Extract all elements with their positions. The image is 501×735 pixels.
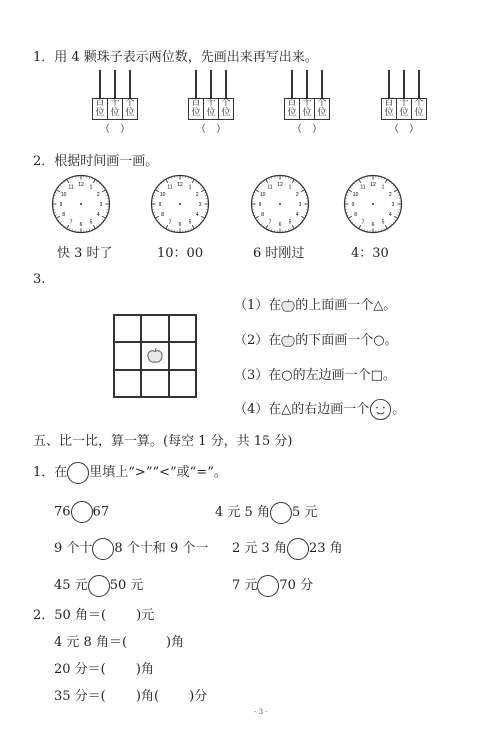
compare-circle[interactable] bbox=[92, 538, 114, 560]
apple-icon bbox=[147, 348, 163, 363]
clock-face-3[interactable] bbox=[250, 174, 310, 234]
compare-intro: 1．在 里填上“>”“<”或“=”。 bbox=[33, 461, 227, 484]
svg-text:5: 5 bbox=[89, 219, 93, 226]
svg-text:3: 3 bbox=[391, 202, 395, 208]
compare-circle[interactable] bbox=[257, 575, 279, 597]
place-tens: 十位 bbox=[397, 99, 412, 119]
position-grid[interactable] bbox=[113, 314, 197, 398]
place-ones: 个位 bbox=[414, 98, 424, 118]
svg-text:4: 4 bbox=[388, 212, 392, 218]
compare-circle[interactable] bbox=[71, 501, 93, 523]
abacus-3[interactable] bbox=[284, 70, 330, 135]
svg-text:2: 2 bbox=[295, 192, 299, 198]
svg-text:1: 1 bbox=[288, 184, 292, 191]
answer-blank[interactable]: （ ） bbox=[389, 124, 419, 135]
svg-text:11: 11 bbox=[360, 184, 366, 191]
svg-text:12: 12 bbox=[78, 182, 84, 188]
compare-right-1: 4 元 5 角 5 元 bbox=[215, 501, 317, 524]
svg-text:5: 5 bbox=[188, 219, 192, 226]
svg-text:11: 11 bbox=[167, 184, 173, 191]
svg-text:3: 3 bbox=[298, 202, 302, 208]
apple-icon bbox=[281, 299, 295, 312]
svg-text:11: 11 bbox=[68, 184, 74, 191]
svg-text:8: 8 bbox=[62, 212, 66, 218]
svg-text:7: 7 bbox=[268, 219, 272, 226]
svg-text:6: 6 bbox=[278, 222, 282, 228]
svg-text:2: 2 bbox=[96, 192, 100, 198]
q1-title: 1．用 4 颗珠子表示两位数，先画出来再写出来。 bbox=[33, 50, 318, 65]
apple-icon bbox=[281, 334, 295, 347]
svg-text:7: 7 bbox=[361, 219, 365, 226]
answer-blank[interactable]: （ ） bbox=[100, 124, 130, 135]
svg-text:9: 9 bbox=[59, 202, 63, 208]
svg-text:12: 12 bbox=[277, 182, 283, 188]
svg-text:2: 2 bbox=[388, 192, 392, 198]
clock-label-1: 快 3 时了 bbox=[57, 246, 113, 261]
convert-line-3[interactable]: 20 分＝( )角 bbox=[54, 662, 154, 677]
convert-line-2[interactable]: 4 元 8 角＝( )角 bbox=[54, 635, 185, 650]
abacus-1[interactable] bbox=[92, 70, 138, 135]
place-hundreds: 百位 bbox=[93, 99, 108, 119]
svg-text:4: 4 bbox=[295, 212, 299, 218]
answer-blank[interactable]: （ ） bbox=[196, 124, 226, 135]
clock-face-4[interactable] bbox=[343, 174, 403, 234]
svg-text:12: 12 bbox=[177, 182, 183, 188]
q2-title: 2．根据时间画一画。 bbox=[33, 154, 159, 169]
svg-text:9: 9 bbox=[158, 202, 162, 208]
svg-text:10: 10 bbox=[159, 192, 166, 198]
svg-text:2: 2 bbox=[195, 192, 199, 198]
compare-right-2: 2 元 3 角 23 角 bbox=[232, 537, 343, 560]
compare-left-3: 45 元 50 元 bbox=[54, 574, 143, 597]
svg-text:4: 4 bbox=[96, 212, 100, 218]
section-5-title: 五、比一比，算一算。(每空 1 分，共 15 分) bbox=[33, 434, 293, 449]
svg-text:1: 1 bbox=[188, 184, 192, 191]
page-number: - 3 - bbox=[254, 708, 268, 716]
answer-blank[interactable]: （ ） bbox=[292, 124, 322, 135]
svg-text:9: 9 bbox=[351, 202, 355, 208]
place-ones: 个位 bbox=[221, 98, 231, 118]
q3-instruction-2: （2）在 的下面画一个○。 bbox=[234, 333, 398, 348]
place-tens: 十位 bbox=[108, 99, 123, 119]
svg-text:10: 10 bbox=[352, 192, 359, 198]
place-hundreds: 百位 bbox=[382, 99, 397, 119]
place-tens: 十位 bbox=[204, 99, 219, 119]
circle-blank-icon bbox=[67, 462, 89, 484]
convert-line-1[interactable]: 2．50 角＝( )元 bbox=[33, 608, 155, 623]
svg-text:3: 3 bbox=[99, 202, 103, 208]
svg-text:1: 1 bbox=[381, 184, 385, 191]
svg-text:12: 12 bbox=[370, 182, 376, 188]
clock-label-4: 4：30 bbox=[351, 246, 389, 261]
place-ones: 个位 bbox=[125, 98, 135, 118]
compare-left-2: 9 个十 8 个十和 9 个一 bbox=[54, 537, 208, 560]
svg-text:6: 6 bbox=[79, 222, 83, 228]
compare-circle[interactable] bbox=[88, 575, 110, 597]
compare-circle[interactable] bbox=[270, 502, 292, 524]
q3-number: 3. bbox=[33, 272, 46, 287]
svg-text:10: 10 bbox=[60, 192, 67, 198]
svg-text:1: 1 bbox=[89, 184, 93, 191]
svg-text:8: 8 bbox=[354, 212, 358, 218]
q3-instruction-1: （1）在 的上面画一个△。 bbox=[234, 298, 397, 313]
compare-circle[interactable] bbox=[287, 538, 309, 560]
svg-text:3: 3 bbox=[198, 202, 202, 208]
clock-face-2[interactable] bbox=[150, 174, 210, 234]
svg-text:7: 7 bbox=[168, 219, 172, 226]
svg-text:6: 6 bbox=[371, 222, 375, 228]
svg-text:7: 7 bbox=[69, 219, 73, 226]
compare-left-1: 76 67 bbox=[54, 501, 109, 523]
clock-face-1[interactable] bbox=[51, 174, 111, 234]
svg-text:8: 8 bbox=[261, 212, 265, 218]
svg-text:11: 11 bbox=[267, 184, 273, 191]
abacus-4[interactable] bbox=[381, 70, 427, 135]
q3-instruction-4: （4）在△的右边画一个 。 bbox=[234, 398, 405, 421]
compare-right-3: 7 元 70 分 bbox=[232, 574, 313, 597]
svg-text:5: 5 bbox=[381, 219, 385, 226]
place-hundreds: 百位 bbox=[285, 99, 300, 119]
place-ones: 个位 bbox=[317, 98, 327, 118]
svg-text:10: 10 bbox=[259, 192, 266, 198]
q3-instruction-3: （3）在○的左边画一个□。 bbox=[234, 368, 396, 383]
svg-text:5: 5 bbox=[288, 219, 292, 226]
svg-text:4: 4 bbox=[195, 212, 199, 218]
smiley-icon bbox=[369, 398, 392, 421]
svg-text:9: 9 bbox=[258, 202, 262, 208]
svg-text:8: 8 bbox=[161, 212, 165, 218]
clock-label-2: 10：00 bbox=[157, 246, 204, 261]
svg-text:6: 6 bbox=[178, 222, 182, 228]
place-tens: 十位 bbox=[300, 99, 315, 119]
abacus-2[interactable] bbox=[188, 70, 234, 135]
place-hundreds: 百位 bbox=[189, 99, 204, 119]
clock-label-3: 6 时刚过 bbox=[253, 246, 305, 261]
convert-line-4[interactable]: 35 分＝( )角( )分 bbox=[54, 689, 208, 704]
